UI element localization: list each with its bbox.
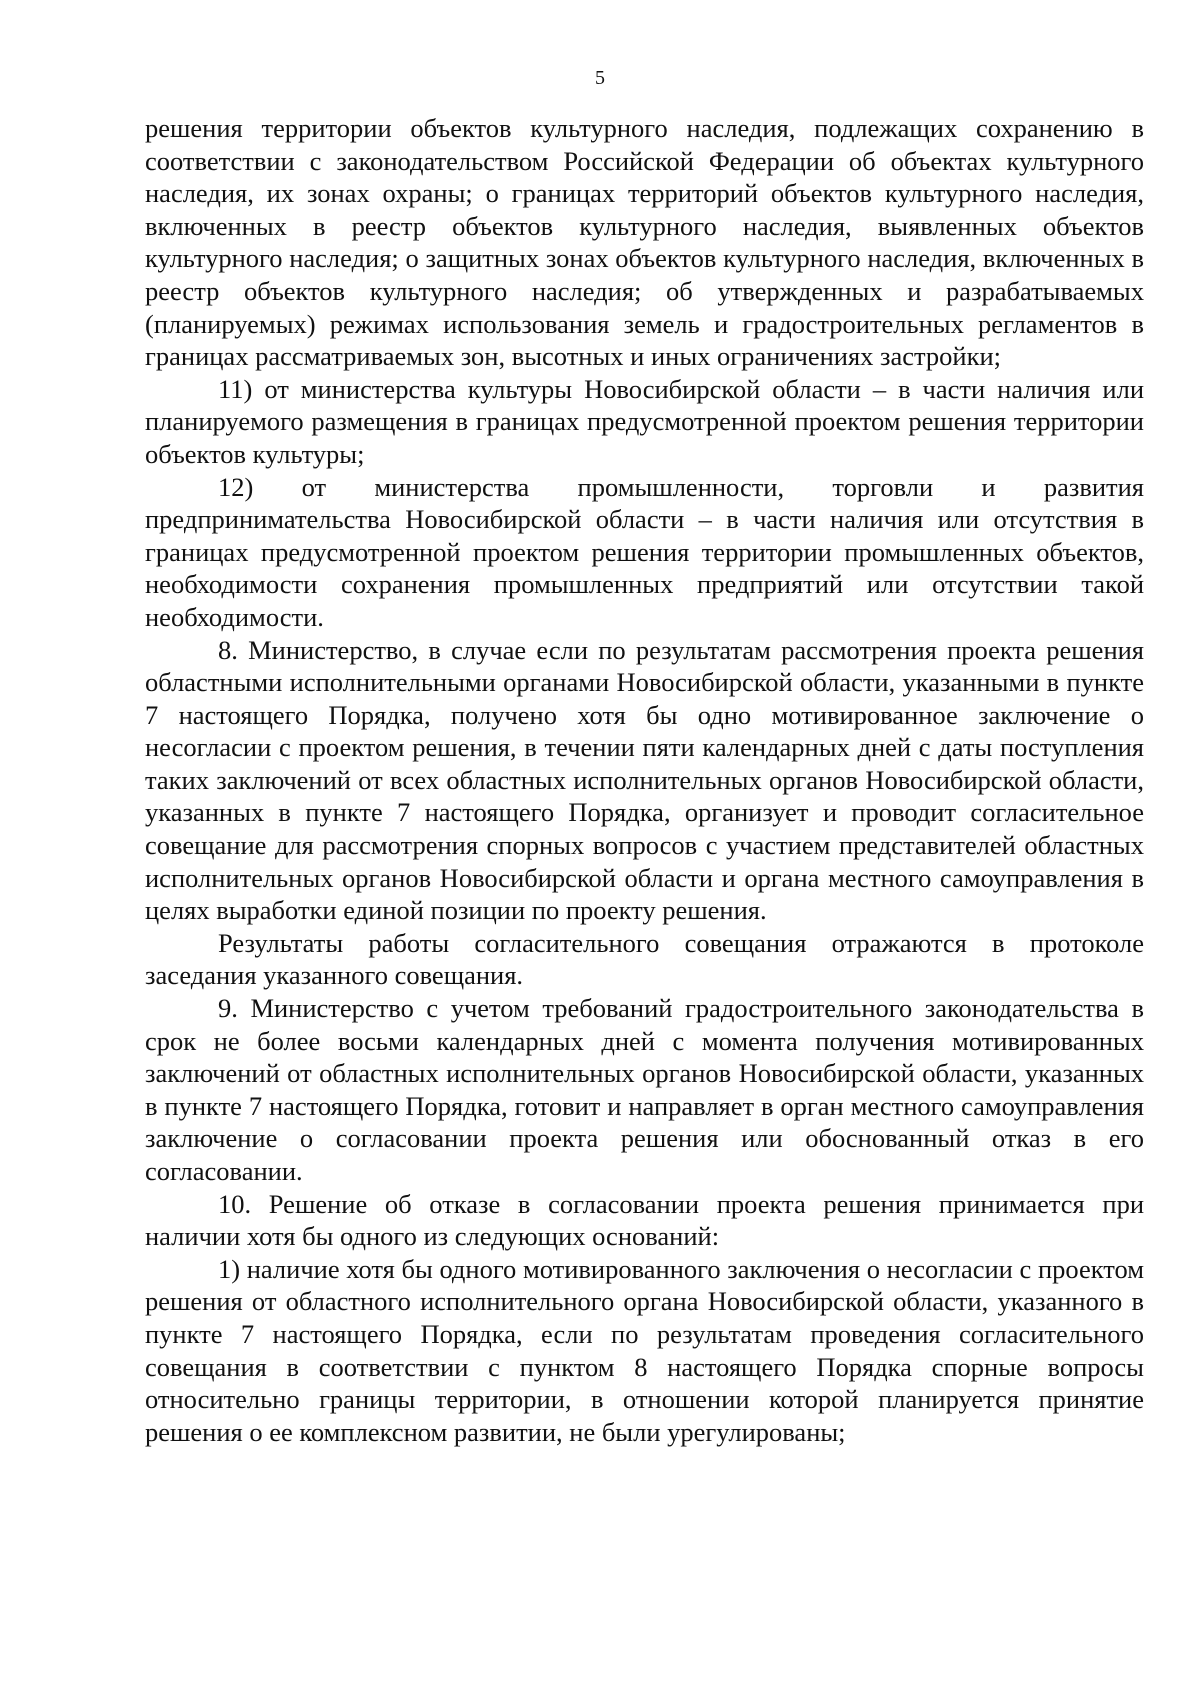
paragraph-clause-8: 8. Министерство, в случае если по результатам рассмотрения проекта решения областными исполнительными органами Новосибирской области, указанными в пункте 7 настоящего Порядка, получено хотя бы одно мотивированное заключение о несогласии с проектом решения, в течении пяти календарных дней с даты поступления таких заключений от всех областных исполнительных органов Новосибирской области, указанных в пункте 7 настоящего Порядка, организует и проводит согласительное совещание для рассмотрения спорных вопросов с участием представителей областных исполнительных органов Новосибирской области и органа местного самоуправления в целях выработки единой позиции по проекту решения. xyxy=(145,634,1144,926)
page-number: 5 xyxy=(595,67,605,89)
paragraph-meeting-results: Результаты работы согласительного совещания отражаются в протоколе заседания указанного совещания. xyxy=(145,927,1144,991)
paragraph-clause-9: 9. Министерство с учетом требований градостроительного законодательства в срок не более восьми календарных дней с момента получения мотивированных заключений от областных исполнительных органов Новосибирской области, указанных в пункте 7 настоящего Порядка, готовит и направляет в орган местного самоуправления заключение о согласовании проекта решения или обоснованный отказ в его согласовании. xyxy=(145,993,1144,1186)
paragraph-clause-10: 10. Решение об отказе в согласовании проекта решения принимается при наличии хотя бы одного из следующих оснований: xyxy=(145,1188,1144,1252)
paragraph-continuation-cultural-heritage: решения территории объектов культурного наследия, подлежащих сохранению в соответствии с законодательством Российской Федерации об объектах культурного наследия, их зонах охраны; о границах территорий объектов культурного наследия, включенных в реестр объектов культурного наследия, выявленных объектов культурного наследия; о защитных зонах объектов культурного наследия, включенных в реестр объектов культурного наследия; об утвержденных и разрабатываемых (планируемых) режимах использования земель и градостроительных регламентов в границах рассматриваемых зон, высотных и иных ограничениях застройки; xyxy=(145,113,1144,372)
paragraph-clause-10-item-1: 1) наличие хотя бы одного мотивированного заключения о несогласии с проектом решения от областного исполнительного органа Новосибирской области, указанного в пункте 7 настоящего Порядка, если по результатам проведения согласительного совещания в соответствии с пунктом 8 настоящего Порядка спорные вопросы относительно границы территории, в отношении которой планируется принятие решения о ее комплексном развитии, не были урегулированы; xyxy=(145,1253,1144,1447)
paragraph-item-12: 12) от министерства промышленности, торговли и развития предпринимательства Новосибирской области – в части наличия или отсутствия в границах предусмотренной проектом решения территории промышленных объектов, необходимости сохранения промышленных предприятий или отсутствии такой необходимости. xyxy=(145,471,1144,632)
paragraph-item-11: 11) от министерства культуры Новосибирской области – в части наличия или планируемого размещения в границах предусмотренной проектом решения территории объектов культуры; xyxy=(145,373,1144,469)
document-body xyxy=(145,112,1144,1448)
